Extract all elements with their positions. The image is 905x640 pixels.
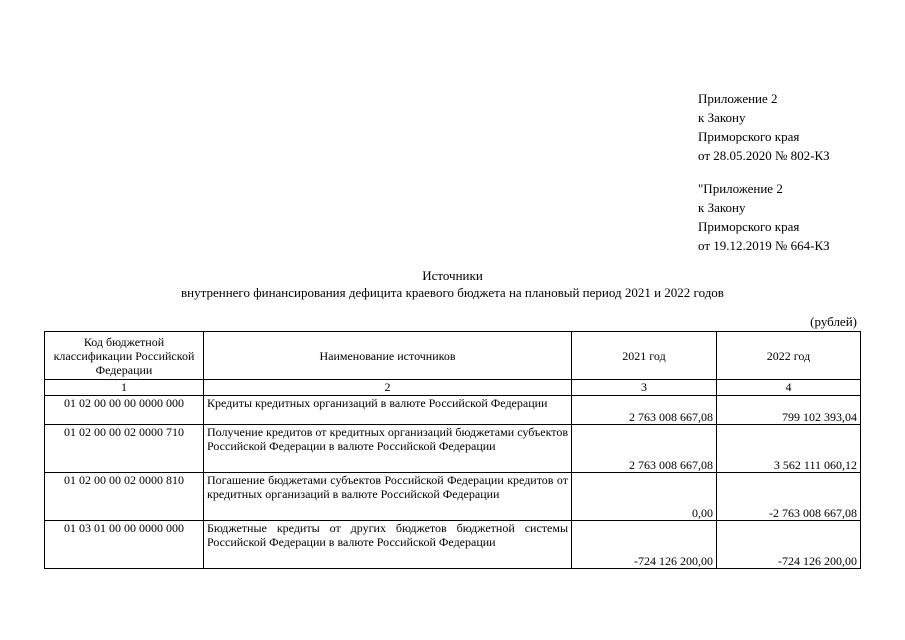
original-appendix-line: "Приложение 2 [698, 181, 783, 196]
appendix-line: Приложение 2 [698, 91, 778, 106]
sources-table [44, 331, 861, 569]
document-title [40, 267, 865, 301]
row-amount-2022: -2 763 008 667,08 [717, 473, 861, 521]
table-row [45, 396, 861, 425]
row-amount-2021: 0,00 [572, 473, 717, 521]
title-line-1: Источники [422, 268, 483, 283]
original-appendix-line: Приморского края [698, 219, 800, 234]
title-line-2: внутреннего финансирования дефицита краевого бюджета на плановый период 2021 и 2022 годов [181, 285, 724, 300]
column-number: 1 [45, 380, 204, 396]
appendix-line: от 28.05.2020 № 802-КЗ [698, 148, 830, 163]
row-name: Кредиты кредитных организаций в валюте Российской Федерации [204, 396, 572, 425]
row-amount-2021: 2 763 008 667,08 [572, 425, 717, 473]
row-code: 01 02 00 00 02 0000 710 [45, 425, 204, 473]
column-number: 2 [204, 380, 572, 396]
row-amount-2022: 799 102 393,04 [717, 396, 861, 425]
row-name: Бюджетные кредиты от других бюджетов бюджетной системы Российской Федерации в валюте Российской Федерации [204, 521, 572, 569]
row-name: Получение кредитов от кредитных организаций бюджетами субъектов Российской Федерации в валюте Российской Федерации [204, 425, 572, 473]
header-name: Наименование источников [204, 332, 572, 380]
original-appendix-line: к Закону [698, 200, 746, 215]
appendix-line: к Закону [698, 110, 746, 125]
row-name: Погашение бюджетами субъектов Российской Федерации кредитов от кредитных организаций в валюте Российской Федерации [204, 473, 572, 521]
row-amount-2021: 2 763 008 667,08 [572, 396, 717, 425]
column-number: 3 [572, 380, 717, 396]
table-row [45, 425, 861, 473]
column-number-row [45, 380, 861, 396]
row-amount-2021: -724 126 200,00 [572, 521, 717, 569]
header-2022: 2022 год [717, 332, 861, 380]
row-code: 01 02 00 00 00 0000 000 [45, 396, 204, 425]
original-appendix-line: от 19.12.2019 № 664-КЗ [698, 238, 830, 253]
table-row [45, 521, 861, 569]
row-amount-2022: 3 562 111 060,12 [717, 425, 861, 473]
header-2021: 2021 год [572, 332, 717, 380]
row-code: 01 03 01 00 00 0000 000 [45, 521, 204, 569]
table-row [45, 473, 861, 521]
header-code: Код бюджетной классификации Российской Федерации [45, 332, 204, 380]
column-number: 4 [717, 380, 861, 396]
appendix-header [698, 89, 830, 165]
units-label: (рублей) [810, 314, 857, 329]
row-amount-2022: -724 126 200,00 [717, 521, 861, 569]
row-code: 01 02 00 00 02 0000 810 [45, 473, 204, 521]
original-appendix-header [698, 179, 830, 255]
table-header-row [45, 332, 861, 380]
appendix-line: Приморского края [698, 129, 800, 144]
